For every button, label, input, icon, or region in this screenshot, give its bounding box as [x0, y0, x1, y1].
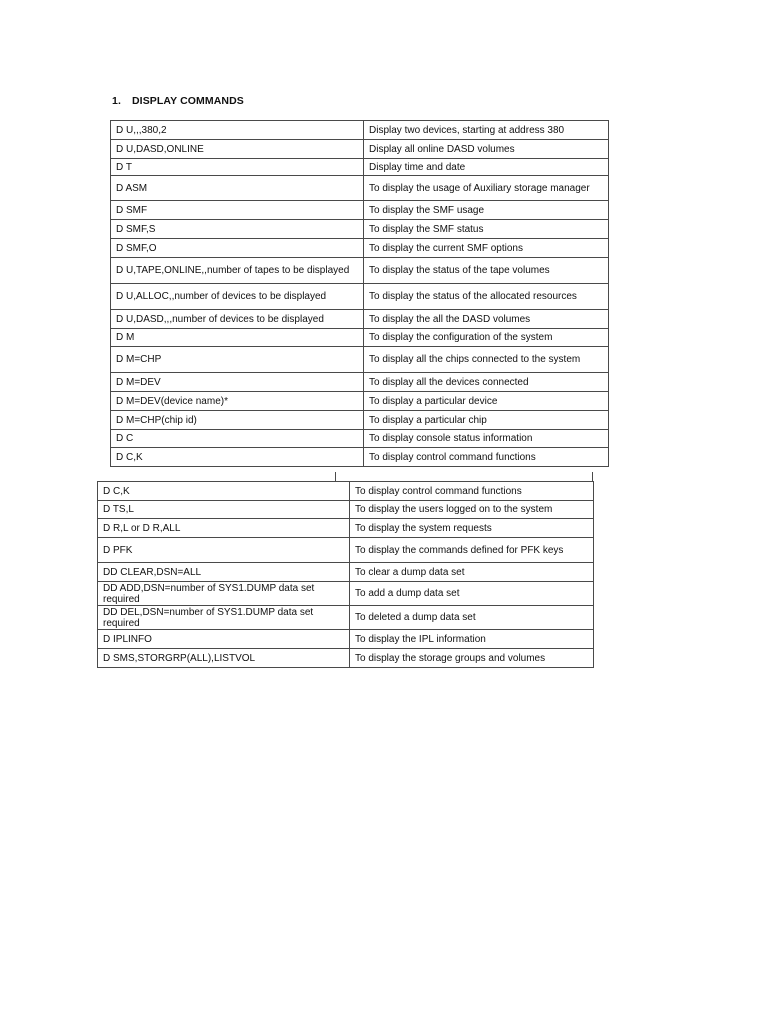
section-heading	[112, 95, 244, 107]
table-row	[98, 630, 594, 649]
command-cell: D T	[111, 159, 364, 176]
table-row	[111, 140, 609, 159]
command-cell: DD CLEAR,DSN=ALL	[98, 563, 350, 582]
command-cell: D SMF,O	[111, 239, 364, 258]
table-row	[111, 201, 609, 220]
table-row	[111, 239, 609, 258]
description-cell: To display the SMF usage	[364, 201, 609, 220]
description-cell: Display all online DASD volumes	[364, 140, 609, 159]
command-cell: D IPLINFO	[98, 630, 350, 649]
table-row	[98, 582, 594, 606]
description-cell: To display the status of the allocated resources	[364, 284, 609, 310]
description-cell: To display the commands defined for PFK keys	[350, 538, 594, 563]
table-row	[98, 538, 594, 563]
description-cell: To display all the chips connected to the system	[364, 347, 609, 373]
command-cell: D U,ALLOC,,number of devices to be displayed	[111, 284, 364, 310]
table-body-2	[98, 482, 594, 668]
command-cell: D M=CHP(chip id)	[111, 411, 364, 430]
command-cell: D U,TAPE,ONLINE,,number of tapes to be displayed	[111, 258, 364, 284]
command-cell: D SMF	[111, 201, 364, 220]
table-row	[98, 649, 594, 668]
table-row	[111, 373, 609, 392]
command-cell: D U,DASD,,,number of devices to be displayed	[111, 310, 364, 329]
display-commands-table-2	[97, 481, 594, 668]
description-cell: To display the storage groups and volumes	[350, 649, 594, 668]
table-row	[111, 220, 609, 239]
description-cell: To display console status information	[364, 430, 609, 448]
description-cell: To display the status of the tape volumes	[364, 258, 609, 284]
command-cell: D SMF,S	[111, 220, 364, 239]
command-cell: D C,K	[98, 482, 350, 501]
command-cell: DD ADD,DSN=number of SYS1.DUMP data set required	[98, 582, 350, 606]
command-cell: D M=CHP	[111, 347, 364, 373]
section-number: 1.	[112, 95, 121, 107]
table-row	[111, 121, 609, 140]
table-row	[111, 258, 609, 284]
command-cell: D U,,,380,2	[111, 121, 364, 140]
section-title: DISPLAY COMMANDS	[132, 95, 244, 107]
description-cell: To add a dump data set	[350, 582, 594, 606]
description-cell: To display the configuration of the system	[364, 329, 609, 347]
description-cell: To display control command functions	[364, 448, 609, 467]
command-cell: D TS,L	[98, 501, 350, 519]
description-cell: To display the all the DASD volumes	[364, 310, 609, 329]
description-cell: To display all the devices connected	[364, 373, 609, 392]
table-row	[111, 176, 609, 201]
description-cell: To deleted a dump data set	[350, 606, 594, 630]
table-row	[111, 284, 609, 310]
table-row	[111, 430, 609, 448]
description-cell: Display two devices, starting at address 380	[364, 121, 609, 140]
display-commands-table-1	[110, 120, 609, 467]
table-row	[98, 519, 594, 538]
table-row	[111, 310, 609, 329]
description-cell: Display time and date	[364, 159, 609, 176]
command-cell: D C	[111, 430, 364, 448]
table-row	[111, 347, 609, 373]
command-cell: D PFK	[98, 538, 350, 563]
description-cell: To display the IPL information	[350, 630, 594, 649]
description-cell: To display the users logged on to the system	[350, 501, 594, 519]
description-cell: To display a particular device	[364, 392, 609, 411]
table-row	[98, 606, 594, 630]
table-row	[98, 482, 594, 501]
description-cell: To display the system requests	[350, 519, 594, 538]
command-cell: D M=DEV(device name)*	[111, 392, 364, 411]
command-cell: D M	[111, 329, 364, 347]
table-row	[111, 411, 609, 430]
description-cell: To display the SMF status	[364, 220, 609, 239]
table-row	[98, 563, 594, 582]
table-row	[111, 392, 609, 411]
description-cell: To display a particular chip	[364, 411, 609, 430]
table-row	[111, 159, 609, 176]
command-cell: D C,K	[111, 448, 364, 467]
command-cell: D SMS,STORGRP(ALL),LISTVOL	[98, 649, 350, 668]
description-cell: To clear a dump data set	[350, 563, 594, 582]
command-cell: D M=DEV	[111, 373, 364, 392]
command-cell: D ASM	[111, 176, 364, 201]
description-cell: To display the usage of Auxiliary storage manager	[364, 176, 609, 201]
table-row	[111, 329, 609, 347]
description-cell: To display the current SMF options	[364, 239, 609, 258]
table-row	[98, 501, 594, 519]
command-cell: D U,DASD,ONLINE	[111, 140, 364, 159]
table-body-1	[111, 121, 609, 467]
description-cell: To display control command functions	[350, 482, 594, 501]
command-cell: DD DEL,DSN=number of SYS1.DUMP data set required	[98, 606, 350, 630]
command-cell: D R,L or D R,ALL	[98, 519, 350, 538]
table-row	[111, 448, 609, 467]
